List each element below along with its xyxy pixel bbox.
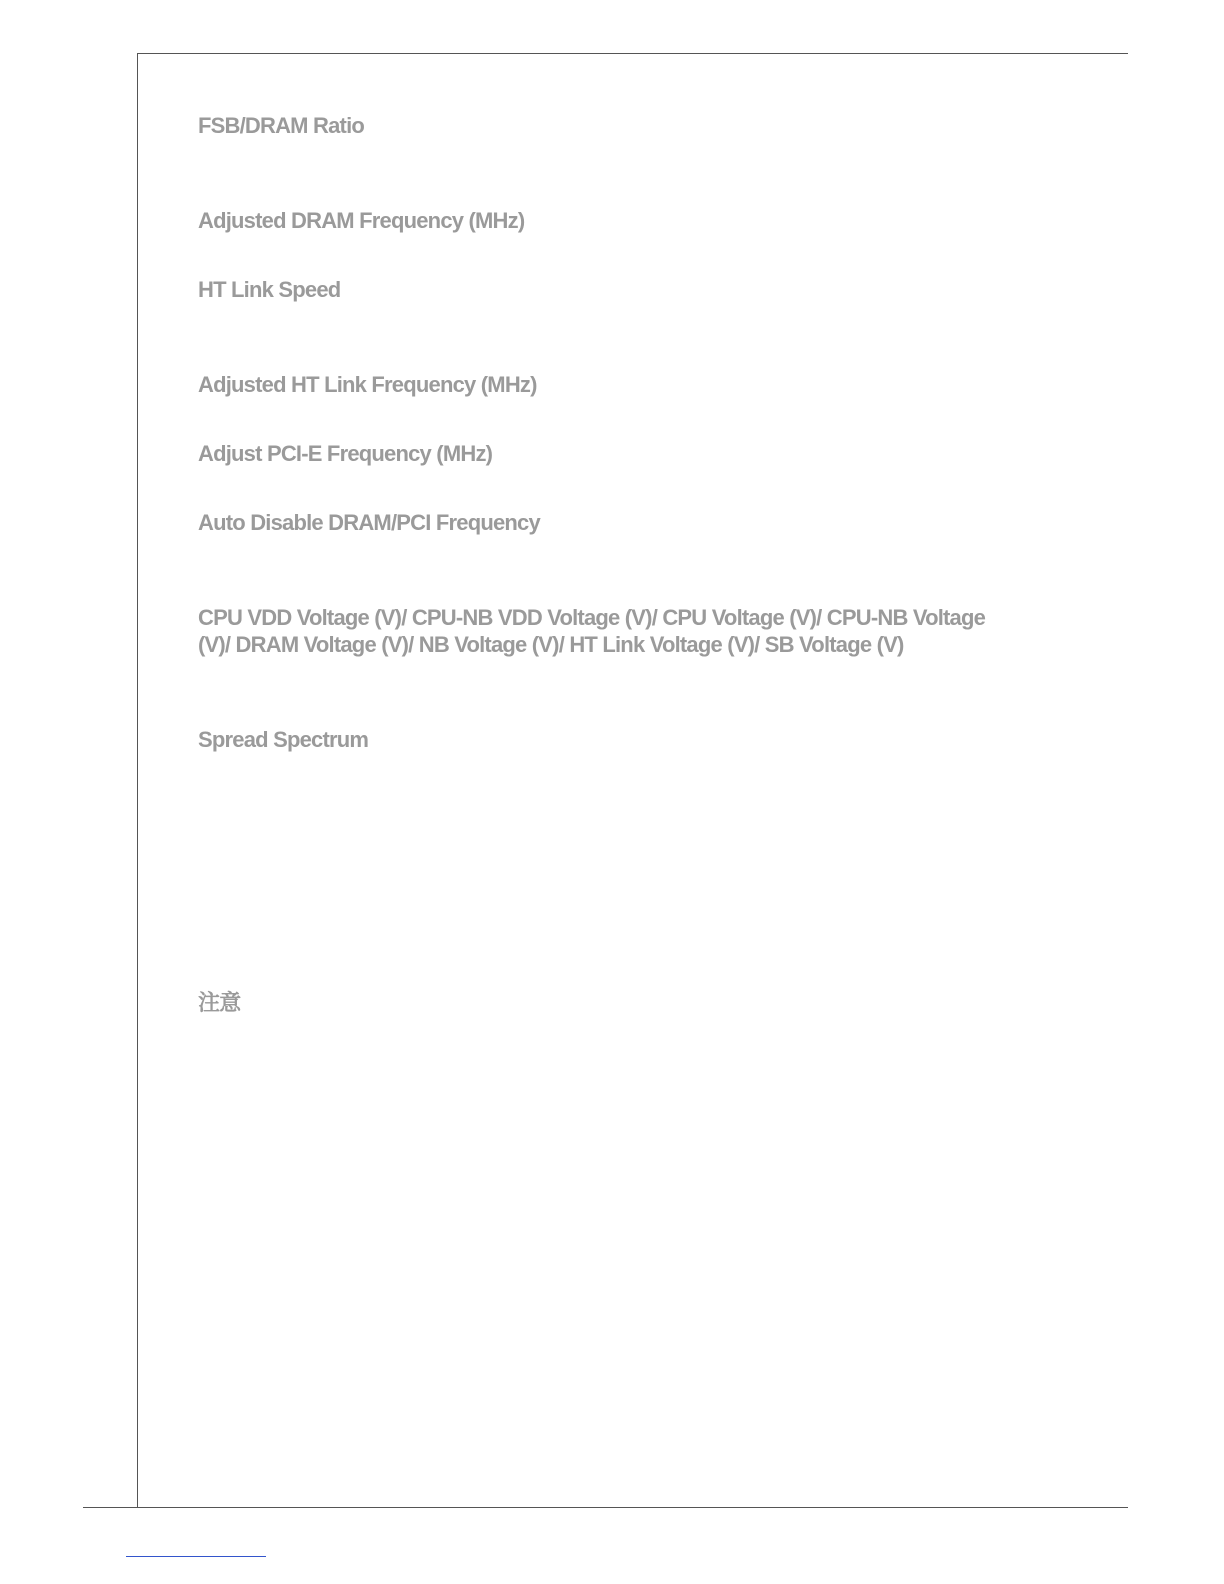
heading-ht-link-speed: HT Link Speed [198, 277, 341, 302]
heading-note: 注意 [198, 990, 241, 1015]
heading-adjust-pcie-frequency: Adjust PCI-E Frequency (MHz) [198, 441, 493, 466]
top-rule [138, 53, 1128, 54]
heading-fsb-dram-ratio: FSB/DRAM Ratio [198, 113, 365, 138]
heading-voltage-settings: CPU VDD Voltage (V)/ CPU-NB VDD Voltage (V)/ CPU Voltage (V)/ CPU-NB Voltage (V)/ DRAM Voltage (V)/ NB Voltage (V)/ HT Link Voltage (V)/ SB Voltage (V) [198, 605, 986, 657]
left-rule [137, 53, 138, 1508]
bottom-rule [83, 1507, 1128, 1508]
heading-spread-spectrum: Spread Spectrum [198, 727, 369, 752]
heading-adjusted-dram-frequency: Adjusted DRAM Frequency (MHz) [198, 208, 525, 233]
heading-auto-disable-dram-pci-frequency: Auto Disable DRAM/PCI Frequency [198, 510, 540, 535]
heading-adjusted-ht-link-frequency: Adjusted HT Link Frequency (MHz) [198, 372, 537, 397]
footer-link-underline [126, 1556, 266, 1557]
